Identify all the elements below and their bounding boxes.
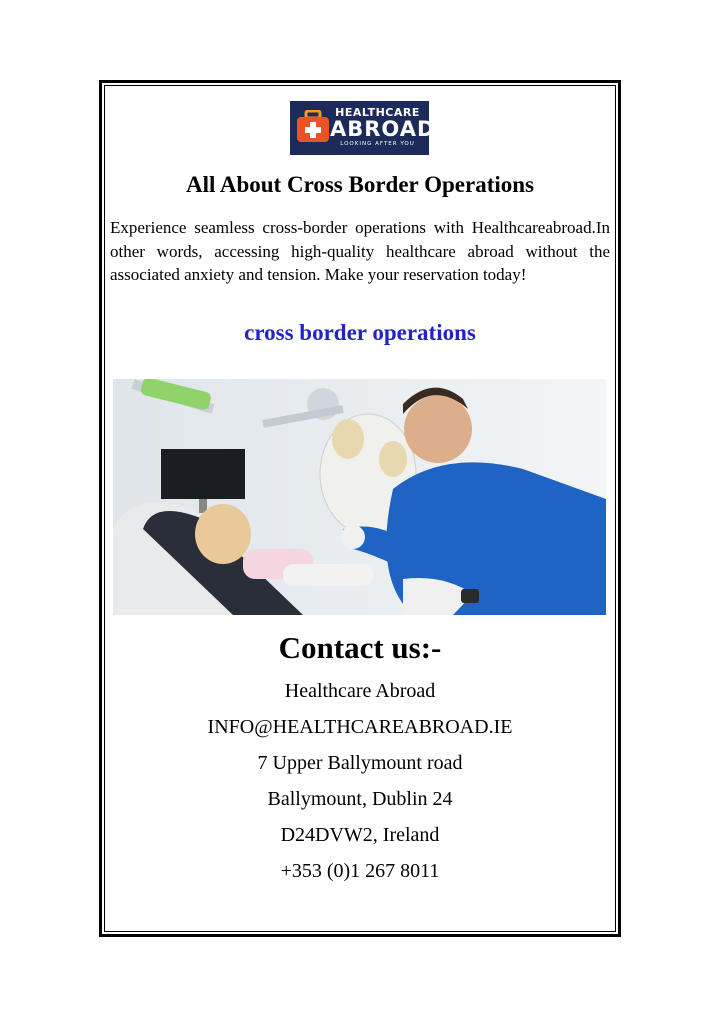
contact-address-street: 7 Upper Ballymount road	[257, 752, 463, 774]
contact-address-city: Ballymount, Dublin 24	[267, 788, 453, 810]
logo-tagline: LOOKING AFTER YOU	[340, 141, 415, 147]
contact-company: Healthcare Abroad	[284, 680, 436, 702]
contact-heading: Contact us:-	[278, 630, 442, 665]
contact-phone[interactable]: +353 (0)1 267 8011	[280, 860, 440, 882]
page-title: All About Cross Border Operations	[185, 172, 534, 197]
logo-line-1: HEALTHCARE	[335, 106, 420, 119]
intro-paragraph: Experience seamless cross-border operations with Healthcareabroad.In other words, accessing high-quality healthcare abroad without the associated anxiety and tension. Make your reservation today!	[110, 218, 610, 284]
healthcare-abroad-logo	[290, 101, 436, 155]
first-aid-kit-icon	[296, 110, 330, 144]
contact-address-postcode: D24DVW2, Ireland	[280, 824, 440, 846]
cross-border-operations-link[interactable]: cross border operations	[244, 320, 476, 345]
logo-line-2: ABROAD	[330, 117, 436, 141]
dentist-photo	[113, 379, 606, 615]
contact-email[interactable]: INFO@HEALTHCAREABROAD.IE	[207, 716, 513, 738]
